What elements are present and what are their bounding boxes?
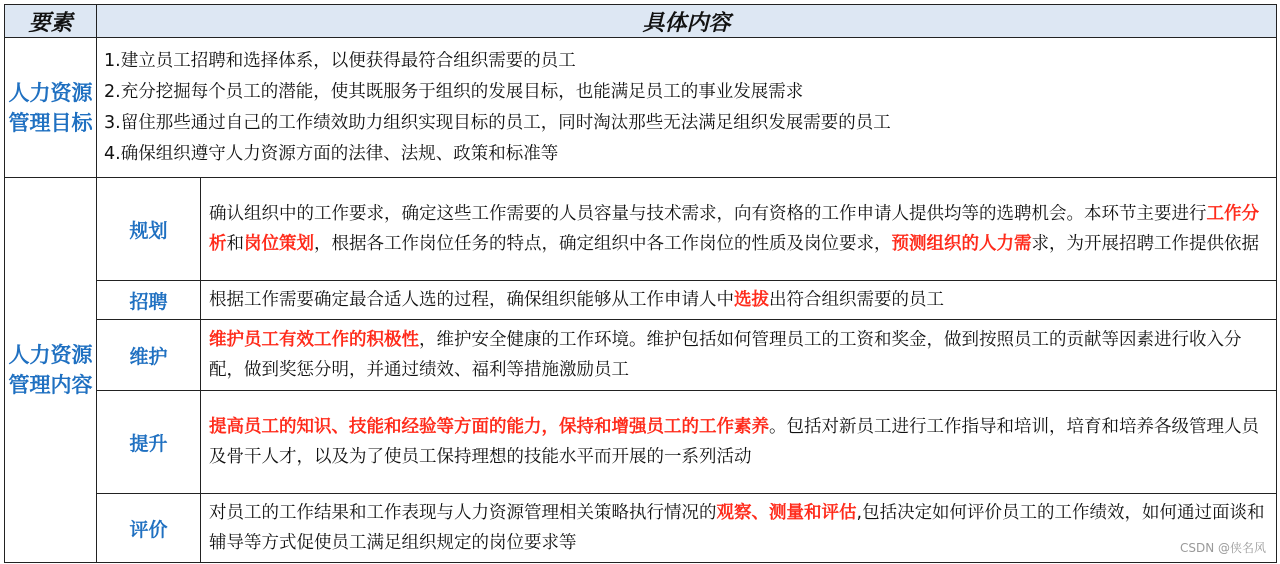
highlight-text: 预测组织的人力需	[891, 234, 1032, 254]
content-label: 人力资源管理内容	[5, 178, 97, 563]
text-part: 出符合组织需要的员工	[769, 290, 944, 310]
highlight-text: 提高员工的知识、技能和经验等方面的能力，保持和增强员工的工作素养	[209, 417, 769, 437]
row-name-improvement: 提升	[97, 391, 201, 494]
text-part: 根据工作需要确定最合适人选的过程，确保组织能够从工作申请人中	[209, 290, 734, 310]
text-part: 对员工的工作结果和工作表现与人力资源管理相关策略执行情况的	[209, 503, 717, 523]
evaluation-description	[201, 494, 1277, 563]
planning-description	[201, 178, 1277, 281]
watermark: CSDN @侠名风	[1179, 541, 1266, 555]
highlight-text: 观察、测量和评估	[716, 503, 857, 523]
highlight-text: 维护员工有效工作的积极性	[209, 330, 419, 350]
text-part: 。包括对新员工进行工作指导和培训，培育和培养各级管理人员及骨干人才，以及为了使员工保持理想的技能水平而开展的一系列活动	[209, 417, 1259, 467]
highlight-text: 工作分析	[209, 204, 1259, 254]
header-element: 要素	[5, 5, 97, 38]
highlight-text: 岗位策划	[244, 234, 314, 254]
header-row	[5, 5, 1277, 38]
row-name-planning: 规划	[97, 178, 201, 281]
content-row-evaluation	[5, 494, 1277, 563]
maintenance-description	[201, 320, 1277, 391]
recruiting-description	[201, 281, 1277, 320]
content-row-maintenance	[5, 320, 1277, 391]
goal-item: 4.确保组织遵守人力资源方面的法律、法规、政策和标准等	[104, 143, 559, 164]
text-part: 确认组织中的工作要求，确定这些工作需要的人员容量与技术需求，向有资格的工作申请人提供均等的选聘机会。本环节主要进行	[209, 204, 1207, 224]
goal-item: 2.充分挖掘每个员工的潜能，使其既服务于组织的发展目标，也能满足员工的事业发展需求	[104, 81, 804, 102]
goal-item: 3.留住那些通过自己的工作绩效助力组织实现目标的员工，同时淘汰那些无法满足组织发展需要的员工	[104, 112, 891, 133]
text-part: ,包括决定如何评价员工的工作绩效，如何通过面谈和辅导等方式促使员工满足组织规定的岗位要求等	[209, 503, 1265, 553]
improvement-description	[201, 391, 1277, 494]
row-name-evaluation: 评价	[97, 494, 201, 563]
goals-label: 人力资源管理目标	[5, 38, 97, 178]
row-name-maintenance: 维护	[97, 320, 201, 391]
text-part: 求，为开展招聘工作提供依据	[1031, 234, 1259, 254]
hr-management-table	[4, 4, 1277, 563]
content-row-planning	[5, 178, 1277, 281]
goal-item: 1.建立员工招聘和选择体系，以便获得最符合组织需要的员工	[104, 50, 576, 71]
header-content: 具体内容	[97, 5, 1277, 38]
text-part: ，维护安全健康的工作环境。维护包括如何管理员工的工资和奖金，做到按照员工的贡献等因素进行收入分配，做到奖惩分明，并通过绩效、福利等措施激励员工	[209, 330, 1242, 380]
content-row-recruiting	[5, 281, 1277, 320]
goals-row	[5, 38, 1277, 178]
row-name-recruiting: 招聘	[97, 281, 201, 320]
content-row-improvement	[5, 391, 1277, 494]
goals-list	[97, 38, 1277, 178]
highlight-text: 选拔	[734, 290, 769, 310]
text-part: ，根据各工作岗位任务的特点，确定组织中各工作岗位的性质及岗位要求，	[314, 234, 892, 254]
text-part: 和	[226, 234, 244, 254]
